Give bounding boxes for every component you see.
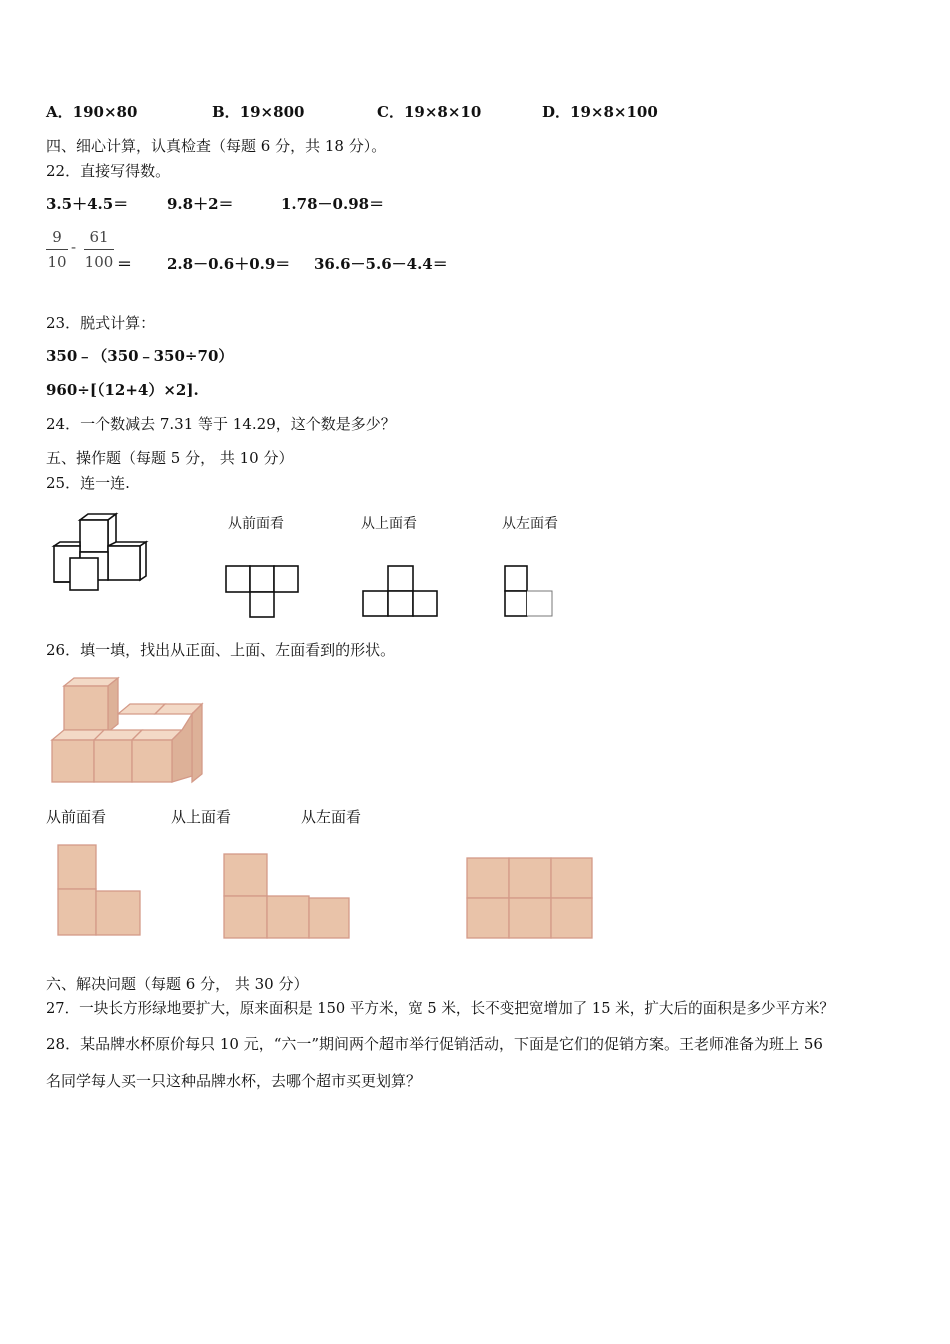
section-5-title: 五、操作题（每题 5 分， 共 10 分） (46, 449, 294, 467)
section-6-title: 六、解决问题（每题 6 分， 共 30 分） (46, 975, 309, 993)
q26-left-view (466, 857, 596, 941)
q28-text-line-1: 28．某品牌水杯原价每只 10 元，“六一”期间两个超市举行促销活动，下面是它们的促销方案。王老师准备为班上 56 (46, 1035, 823, 1053)
option-b: B．19×800 (212, 103, 305, 121)
section-4-title: 四、细心计算，认真检查（每题 6 分，共 18 分）。 (46, 137, 387, 155)
q27-text: 27．一块长方形绿地要扩大，原来面积是 150 平方米，宽 5 米，长不变把宽增加了 15 米，扩大后的面积是多少平方米？ (46, 1000, 835, 1017)
q25-label-top: 从上面看 (361, 516, 417, 532)
q26-label-front: 从前面看 (46, 808, 107, 826)
q26-block-figure (50, 676, 206, 786)
q22-expr-1: 3.5＋4.5＝ (46, 195, 129, 213)
q26-label-top: 从上面看 (171, 808, 232, 826)
q25-label-left: 从左面看 (502, 516, 558, 532)
q25-label-front: 从前面看 (228, 516, 284, 532)
q23-expr-2: 960÷[（12+4）×2]. (46, 381, 199, 399)
q26-label-left: 从左面看 (301, 808, 362, 826)
q25-block-figure (48, 512, 158, 594)
q23-expr-1: 350﹣（350﹣350÷70） (46, 347, 234, 365)
fraction-9-10: 9 10 (47, 228, 67, 271)
fraction-61-100: 61 100 (84, 228, 114, 271)
q22-expr-6: 36.6－5.6－4.4＝ (314, 255, 448, 273)
q26-front-view (57, 844, 143, 938)
q28-text-line-2: 名同学每人买一只这种品牌水杯，去哪个超市买更划算？ (46, 1072, 422, 1090)
q25-top-view (363, 566, 439, 618)
option-d: D．19×8×100 (542, 103, 658, 121)
option-a: A．190×80 (46, 103, 138, 121)
q25-front-view (226, 566, 300, 618)
minus-sign: - (71, 238, 77, 256)
option-c: C．19×8×10 (377, 103, 482, 121)
q24-text: 24．一个数减去 7.31 等于 14.29，这个数是多少？ (46, 415, 396, 433)
q23-title: 23．脱式计算： (46, 314, 156, 332)
q25-title: 25．连一连. (46, 474, 130, 492)
q25-left-view (504, 566, 554, 618)
q22-expr-5: 2.8－0.6＋0.9＝ (167, 255, 291, 273)
q22-expr-3: 1.78－0.98＝ (281, 195, 385, 213)
q22-title: 22．直接写得数。 (46, 162, 171, 180)
equals-sign: ＝ (117, 255, 133, 273)
q26-title: 26．填一填，找出从正面、上面、左面看到的形状。 (46, 641, 396, 659)
q22-expr-2: 9.8＋2＝ (167, 195, 234, 213)
q26-top-view (223, 853, 353, 941)
